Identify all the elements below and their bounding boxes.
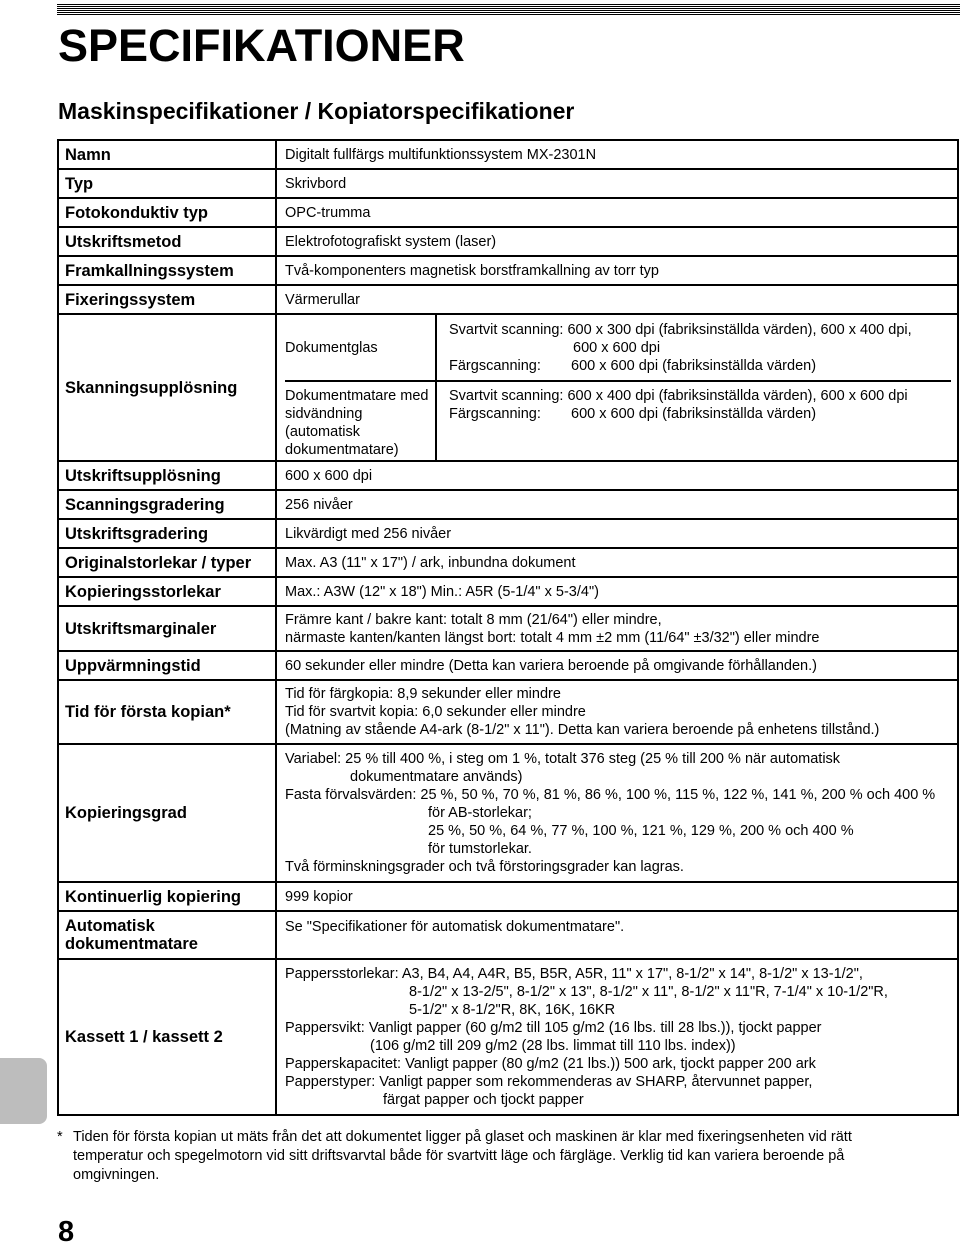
table-row bbox=[58, 548, 958, 577]
text-line: Tid för svartvit kopia: 6,0 sekunder eller mindre bbox=[285, 704, 586, 720]
text-line: Papperskapacitet: Vanligt papper (80 g/m2 (21 lbs.)) 500 ark, tjockt papper 200 ark bbox=[285, 1056, 816, 1072]
row-value: OPC-trumma bbox=[276, 198, 958, 227]
sub-label: Dokumentglas bbox=[285, 315, 436, 381]
table-row bbox=[58, 140, 958, 169]
row-label: Tid för första kopian* bbox=[58, 680, 276, 744]
row-value bbox=[276, 606, 958, 651]
table-row bbox=[58, 606, 958, 651]
text-line: Fasta förvalsvärden: 25 %, 50 %, 70 %, 81 %, 86 %, 100 %, 115 %, 122 %, 141 %, 200 % och 400 % bbox=[285, 787, 936, 803]
row-label: Framkallningssystem bbox=[58, 256, 276, 285]
row-value: 256 nivåer bbox=[276, 490, 958, 519]
text-line bbox=[449, 357, 951, 375]
row-value: Värmerullar bbox=[276, 285, 958, 314]
text-line: Pappersstorlekar: A3, B4, A4, A4R, B5, B5R, A5R, 11" x 17", 8-1/2" x 14", 8-1/2" x 13-1/2", bbox=[285, 966, 863, 982]
row-value bbox=[276, 680, 958, 744]
row-label: Scanningsgradering bbox=[58, 490, 276, 519]
sub-val: 600 x 600 dpi (fabriksinställda värden) bbox=[571, 357, 817, 374]
row-value: Digitalt fullfärgs multifunktionssystem MX-2301N bbox=[276, 140, 958, 169]
text-line: Pappersvikt: Vanligt papper (60 g/m2 till 105 g/m2 (16 lbs. till 28 lbs.)), tjockt papper bbox=[285, 1020, 822, 1036]
sub-val: 600 x 600 dpi (fabriksinställda värden) bbox=[571, 406, 817, 422]
text-line: dokumentmatare används) bbox=[350, 769, 523, 785]
table-row bbox=[58, 314, 958, 461]
row-value: Max. A3 (11" x 17") / ark, inbundna dokument bbox=[276, 548, 958, 577]
text-line: Tid för färgkopia: 8,9 sekunder eller mindre bbox=[285, 686, 561, 702]
table-row bbox=[58, 198, 958, 227]
row-label: Utskriftsmetod bbox=[58, 227, 276, 256]
row-value: Max.: A3W (12" x 18") Min.: A5R (5-1/4" x 5-3/4") bbox=[276, 577, 958, 606]
section-title: Maskinspecifikationer / Kopiatorspecifikationer bbox=[58, 98, 575, 124]
spec-table bbox=[57, 139, 959, 1116]
table-row bbox=[58, 911, 958, 959]
text-line: för tumstorlekar. bbox=[428, 841, 532, 857]
scan-subtable bbox=[285, 315, 951, 460]
row-value: 60 sekunder eller mindre (Detta kan variera beroende på omgivande förhållanden.) bbox=[276, 651, 958, 680]
chapter-tab bbox=[0, 1058, 47, 1124]
text-line: Två förminskningsgrader och två förstoringsgrader kan lagras. bbox=[285, 859, 684, 875]
table-row bbox=[58, 169, 958, 198]
sub-label: Dokumentmatare med sidvändning (automatisk dokumentmatare) bbox=[285, 381, 436, 460]
text-line: för AB-storlekar; bbox=[428, 805, 532, 821]
text-line: 600 x 600 dpi bbox=[573, 339, 661, 356]
row-label: Kassett 1 / kassett 2 bbox=[58, 959, 276, 1115]
text-line: Svartvit scanning: 600 x 300 dpi (fabriksinställda värden), 600 x 400 dpi, bbox=[449, 321, 912, 338]
footnote-text: Tiden för första kopian ut mäts från det att dokumentet ligger på glaset och maskinen är klar med fixeringsenheten vid rätt temperatur och spegelmotorn vid sitt driftsvarvtal både för svartvitt läge och färgläge. Verklig tid kan variera beroende på omgivningen. bbox=[73, 1129, 852, 1183]
footnote-marker: * bbox=[57, 1129, 63, 1145]
row-label: Kontinuerlig kopiering bbox=[58, 882, 276, 911]
text-line: 25 %, 50 %, 64 %, 77 %, 100 %, 121 %, 129 %, 200 % och 400 % bbox=[428, 823, 854, 839]
text-line: Variabel: 25 % till 400 %, i steg om 1 %, totalt 376 steg (25 % till 200 % när automatisk bbox=[285, 751, 841, 767]
table-row bbox=[58, 490, 958, 519]
row-value: Elektrofotografiskt system (laser) bbox=[276, 227, 958, 256]
row-label: Namn bbox=[58, 140, 276, 169]
text-line: (106 g/m2 till 209 g/m2 (28 lbs. limmat till 110 lbs. index)) bbox=[370, 1038, 736, 1054]
table-row bbox=[58, 744, 958, 882]
page-number: 8 bbox=[58, 1216, 75, 1248]
sub-value bbox=[436, 315, 951, 381]
row-value: Skrivbord bbox=[276, 169, 958, 198]
sub-key: Färgscanning: bbox=[449, 406, 541, 422]
table-row bbox=[58, 680, 958, 744]
table-row bbox=[58, 285, 958, 314]
text-line: färgat papper och tjockt papper bbox=[383, 1092, 584, 1108]
scan-resolution-cell bbox=[276, 314, 958, 461]
text-line: 8-1/2" x 13-2/5", 8-1/2" x 13", 8-1/2" x 11", 8-1/2" x 11"R, 7-1/4" x 10-1/2"R, bbox=[409, 984, 888, 1000]
table-row bbox=[58, 227, 958, 256]
row-label: Kopieringsgrad bbox=[58, 744, 276, 882]
text-line: Svartvit scanning: 600 x 400 dpi (fabriksinställda värden), 600 x 600 dpi bbox=[449, 388, 908, 404]
row-value: Likvärdigt med 256 nivåer bbox=[276, 519, 958, 548]
row-value: Se "Specifikationer för automatisk dokumentmatare". bbox=[276, 911, 958, 959]
row-value bbox=[276, 744, 958, 882]
text-line bbox=[449, 405, 951, 423]
row-label: Utskriftsgradering bbox=[58, 519, 276, 548]
row-label: Automatisk dokumentmatare bbox=[58, 911, 276, 959]
row-value: Två-komponenters magnetisk borstframkallning av torr typ bbox=[276, 256, 958, 285]
text-line: 5-1/2" x 8-1/2"R, 8K, 16K, 16KR bbox=[409, 1002, 616, 1018]
row-label: Fotokonduktiv typ bbox=[58, 198, 276, 227]
row-label: Originalstorlekar / typer bbox=[58, 548, 276, 577]
page-title: SPECIFIKATIONER bbox=[58, 20, 465, 71]
row-label: Typ bbox=[58, 169, 276, 198]
text-line: Papperstyper: Vanligt papper som rekommenderas av SHARP, återvunnet papper, bbox=[285, 1074, 813, 1090]
sub-row bbox=[285, 381, 951, 460]
row-label: Fixeringssystem bbox=[58, 285, 276, 314]
row-label: Kopieringsstorlekar bbox=[58, 577, 276, 606]
table-row bbox=[58, 882, 958, 911]
row-value: 999 kopior bbox=[276, 882, 958, 911]
sub-row bbox=[285, 315, 951, 381]
row-value bbox=[276, 959, 958, 1115]
row-label: Utskriftsmarginaler bbox=[58, 606, 276, 651]
table-row bbox=[58, 959, 958, 1115]
row-label: Uppvärmningstid bbox=[58, 651, 276, 680]
table-row bbox=[58, 461, 958, 490]
table-row bbox=[58, 651, 958, 680]
text-line: (Matning av stående A4-ark (8-1/2" x 11"). Detta kan variera beroende på enhetens tillstånd.) bbox=[285, 722, 880, 738]
footnote bbox=[57, 1128, 917, 1185]
header-rule bbox=[57, 4, 960, 16]
sub-key: Färgscanning: bbox=[449, 357, 541, 374]
table-row bbox=[58, 519, 958, 548]
row-value: 600 x 600 dpi bbox=[276, 461, 958, 490]
table-row bbox=[58, 577, 958, 606]
row-label: Utskriftsupplösning bbox=[58, 461, 276, 490]
table-row bbox=[58, 256, 958, 285]
row-label: Skanningsupplösning bbox=[58, 314, 276, 461]
text-line: närmaste kanten/kanten längst bort: totalt 4 mm ±2 mm (11/64" ±3/32") eller mindre bbox=[285, 629, 820, 646]
sub-value bbox=[436, 381, 951, 460]
text-line: Främre kant / bakre kant: totalt 8 mm (21/64") eller mindre, bbox=[285, 611, 662, 628]
